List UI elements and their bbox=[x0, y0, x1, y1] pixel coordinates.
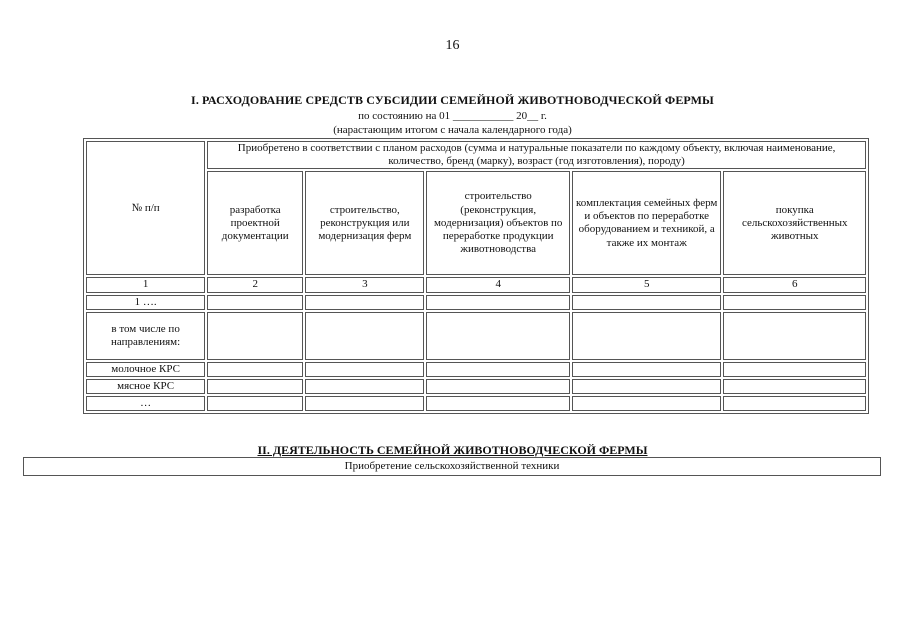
table-cell[interactable] bbox=[207, 396, 303, 411]
table-cell[interactable] bbox=[426, 362, 569, 377]
table-cell[interactable] bbox=[426, 295, 569, 310]
row-label: мясное КРС bbox=[86, 379, 205, 394]
table-cell[interactable] bbox=[207, 362, 303, 377]
table-cell[interactable] bbox=[723, 295, 866, 310]
table-cell[interactable] bbox=[572, 396, 722, 411]
table-cell[interactable] bbox=[572, 312, 722, 360]
column-number: 3 bbox=[305, 277, 424, 292]
subsidy-expenditure-table bbox=[83, 138, 869, 414]
row-label: 1 …. bbox=[86, 295, 205, 310]
sub-header-animals: покупка сельскохозяйственных животных bbox=[723, 171, 866, 275]
row-label: молочное КРС bbox=[86, 362, 205, 377]
sub-header-equipment: комплектация семейных ферм и объектов по переработке оборудованием и техникой, а также их монтаж bbox=[572, 171, 722, 275]
column-number: 4 bbox=[426, 277, 569, 292]
table-cell[interactable] bbox=[207, 312, 303, 360]
table-cell[interactable] bbox=[305, 312, 424, 360]
section-1-title: I. РАСХОДОВАНИЕ СРЕДСТВ СУБСИДИИ СЕМЕЙНОЙ ЖИВОТНОВОДЧЕСКОЙ ФЕРМЫ bbox=[191, 93, 714, 107]
table-cell[interactable] bbox=[723, 396, 866, 411]
equipment-acquisition-box: Приобретение сельскохозяйственной техники bbox=[23, 457, 881, 476]
table-cell[interactable] bbox=[305, 362, 424, 377]
group-header: Приобретено в соответствии с планом расходов (сумма и натуральные показатели по каждому объекту, включая наименование, количество, бренд (марку), возраст (год изготовления), породу) bbox=[207, 141, 866, 169]
table-cell[interactable] bbox=[207, 295, 303, 310]
table-cell[interactable] bbox=[426, 396, 569, 411]
table-cell[interactable] bbox=[723, 379, 866, 394]
table-cell[interactable] bbox=[426, 379, 569, 394]
sub-header-design-docs: разработка проектной документации bbox=[207, 171, 303, 275]
column-number: 2 bbox=[207, 277, 303, 292]
section-2-title: II. ДЕЯТЕЛЬНОСТЬ СЕМЕЙНОЙ ЖИВОТНОВОДЧЕСКОЙ ФЕРМЫ bbox=[257, 443, 648, 457]
table-cell[interactable] bbox=[572, 379, 722, 394]
table-row bbox=[86, 295, 866, 310]
table-cell[interactable] bbox=[723, 362, 866, 377]
table-cell[interactable] bbox=[207, 379, 303, 394]
col-num-header: № п/п bbox=[86, 141, 205, 275]
table-cell[interactable] bbox=[305, 379, 424, 394]
table-row bbox=[86, 396, 866, 411]
sub-header-processing-construction: строительство (реконструкция, модернизация) объектов по переработке продукции животноводства bbox=[426, 171, 569, 275]
sub-header-farm-construction: строительство, реконструкция или модернизация ферм bbox=[305, 171, 424, 275]
row-label: в том числе по направлениям: bbox=[86, 312, 205, 360]
table-row bbox=[86, 379, 866, 394]
table-cell[interactable] bbox=[305, 396, 424, 411]
column-number: 6 bbox=[723, 277, 866, 292]
date-line: по состоянию на 01 ___________ 20__ г. bbox=[358, 110, 547, 122]
table-row bbox=[86, 362, 866, 377]
cumulative-note: (нарастающим итогом с начала календарного года) bbox=[333, 124, 572, 136]
table-row bbox=[86, 312, 866, 360]
table-cell[interactable] bbox=[305, 295, 424, 310]
column-number: 1 bbox=[86, 277, 205, 292]
column-number: 5 bbox=[572, 277, 722, 292]
page-number: 16 bbox=[445, 38, 460, 53]
table-cell[interactable] bbox=[723, 312, 866, 360]
table-cell[interactable] bbox=[572, 295, 722, 310]
table-cell[interactable] bbox=[572, 362, 722, 377]
table-cell[interactable] bbox=[426, 312, 569, 360]
row-label: … bbox=[86, 396, 205, 411]
